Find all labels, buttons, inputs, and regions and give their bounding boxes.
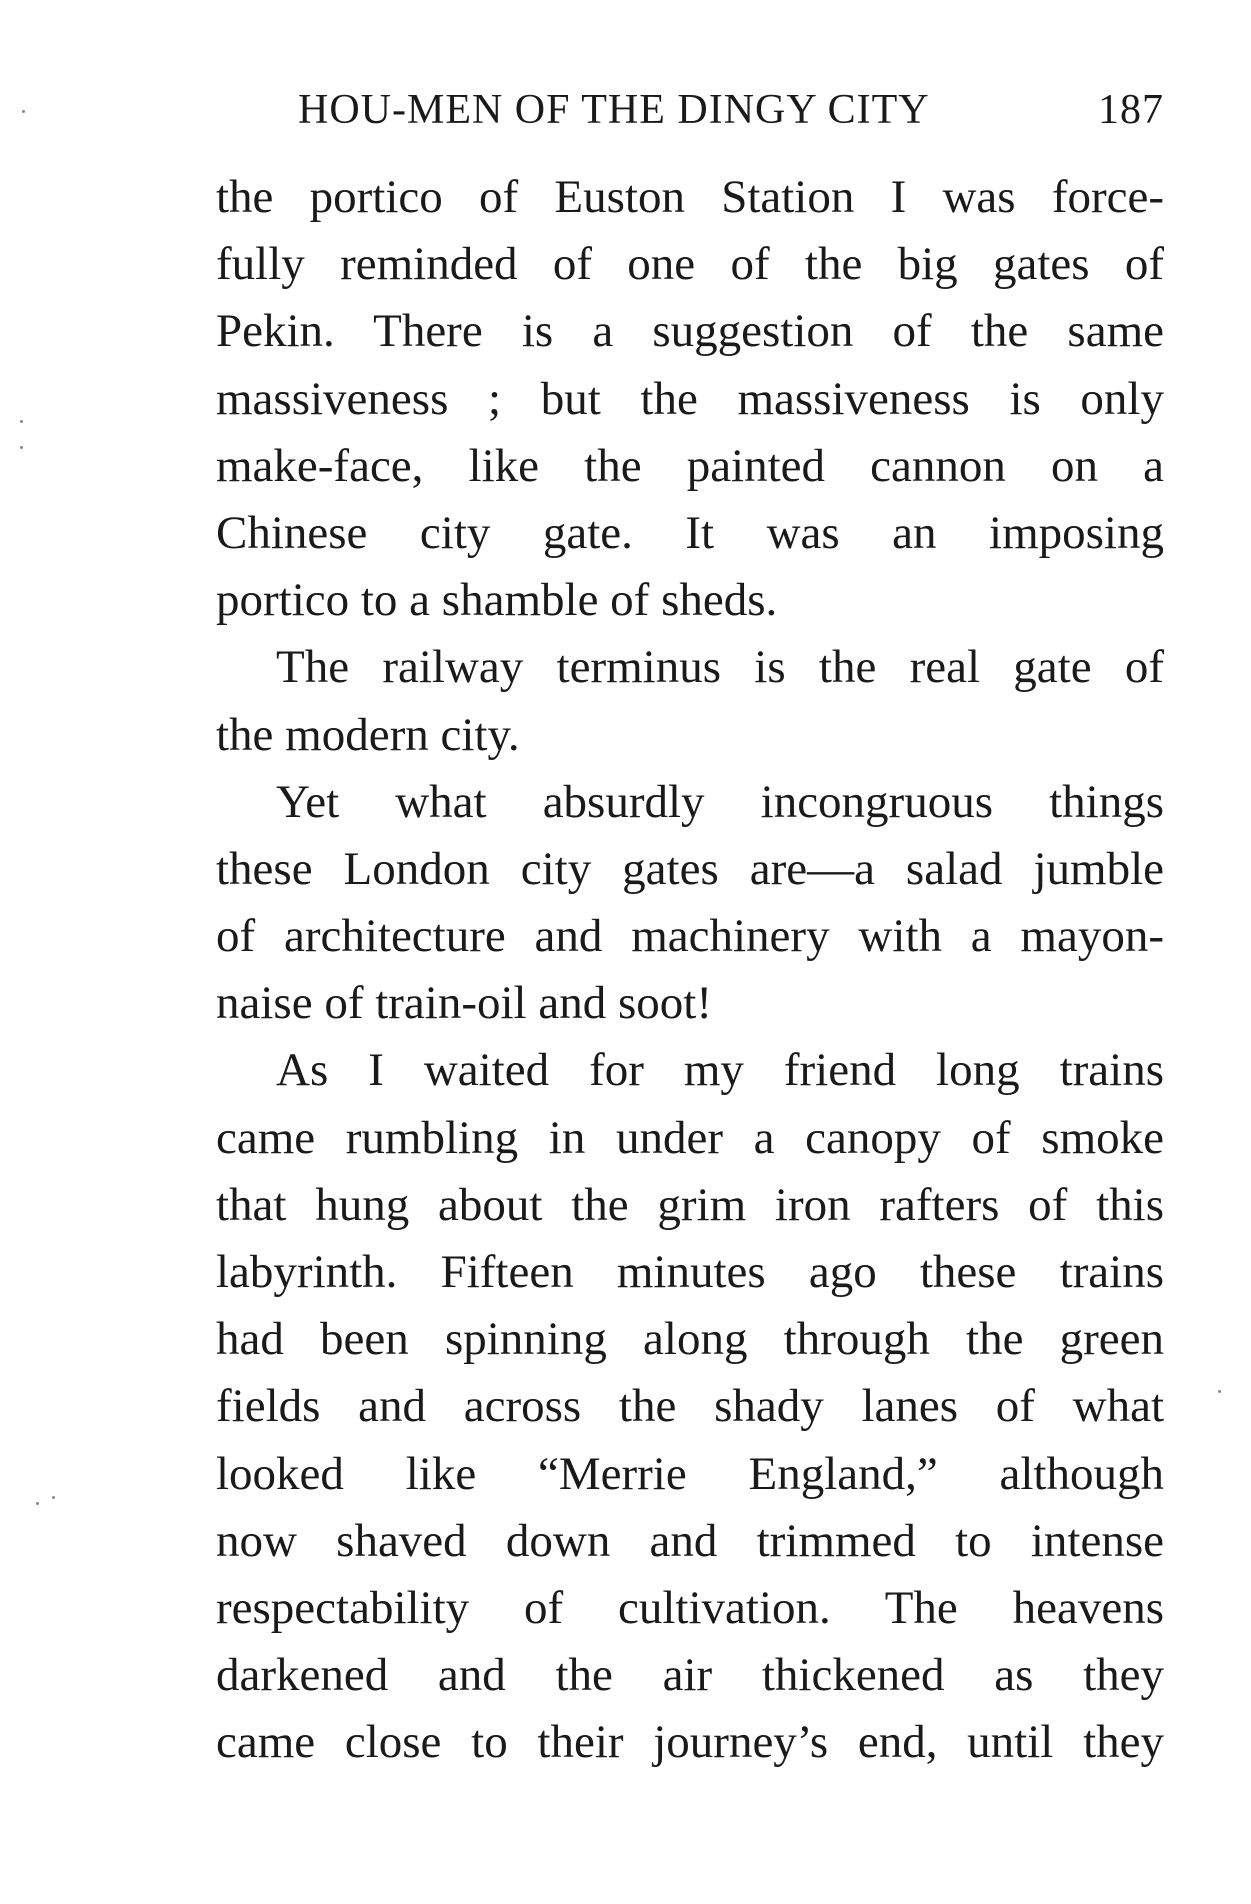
text-line: Pekin. There is a suggestion of the same: [216, 305, 1164, 358]
text-line: these London city gates are—a salad jumble: [216, 842, 1164, 895]
text-line: respectability of cultivation. The heavens: [216, 1581, 1164, 1634]
text-line: Chinese city gate. It was an imposing: [216, 506, 1164, 559]
text-line: darkened and the air thickened as they: [216, 1649, 1164, 1702]
text-line: looked like “Merrie England,” although: [216, 1447, 1164, 1500]
text-line: had been spinning along through the green: [216, 1313, 1164, 1366]
text-line: massiveness ; but the massiveness is only: [216, 372, 1164, 425]
text-line: now shaved down and trimmed to intense: [216, 1514, 1164, 1567]
running-head-title: HOU-MEN OF THE DINGY CITY: [298, 87, 930, 133]
text-line: that hung about the grim iron rafters of this: [216, 1178, 1164, 1231]
text-line: portico to a shamble of sheds.: [216, 574, 778, 627]
text-line: fields and across the shady lanes of what: [216, 1380, 1164, 1433]
scan-speck: [20, 420, 23, 423]
text-line: The railway terminus is the real gate of: [276, 641, 1164, 694]
text-line: came rumbling in under a canopy of smoke: [216, 1111, 1164, 1164]
text-line: labyrinth. Fifteen minutes ago these trains: [216, 1246, 1164, 1298]
scan-speck: [20, 446, 23, 449]
text-line: make-face, like the painted cannon on a: [216, 439, 1164, 492]
text-line: came close to their journey’s end, until they: [216, 1716, 1164, 1769]
text-line: the portico of Euston Station I was force-: [216, 171, 1164, 223]
text-line: of architecture and machinery with a mayon-: [216, 910, 1164, 963]
scan-speck: [36, 1502, 39, 1505]
text-line: Yet what absurdly incongruous things: [276, 775, 1164, 828]
text-line: As I waited for my friend long trains: [276, 1044, 1164, 1097]
body-text: [216, 164, 1164, 1777]
running-head: [298, 86, 1164, 142]
scan-speck: [1218, 1390, 1221, 1393]
text-line: fully reminded of one of the big gates of: [216, 238, 1164, 291]
scan-speck: [52, 1496, 55, 1499]
page-number: 187: [1098, 87, 1164, 133]
text-line: the modern city.: [216, 708, 520, 761]
text-line: naise of train-oil and soot!: [216, 977, 712, 1030]
scan-speck: [22, 110, 25, 113]
